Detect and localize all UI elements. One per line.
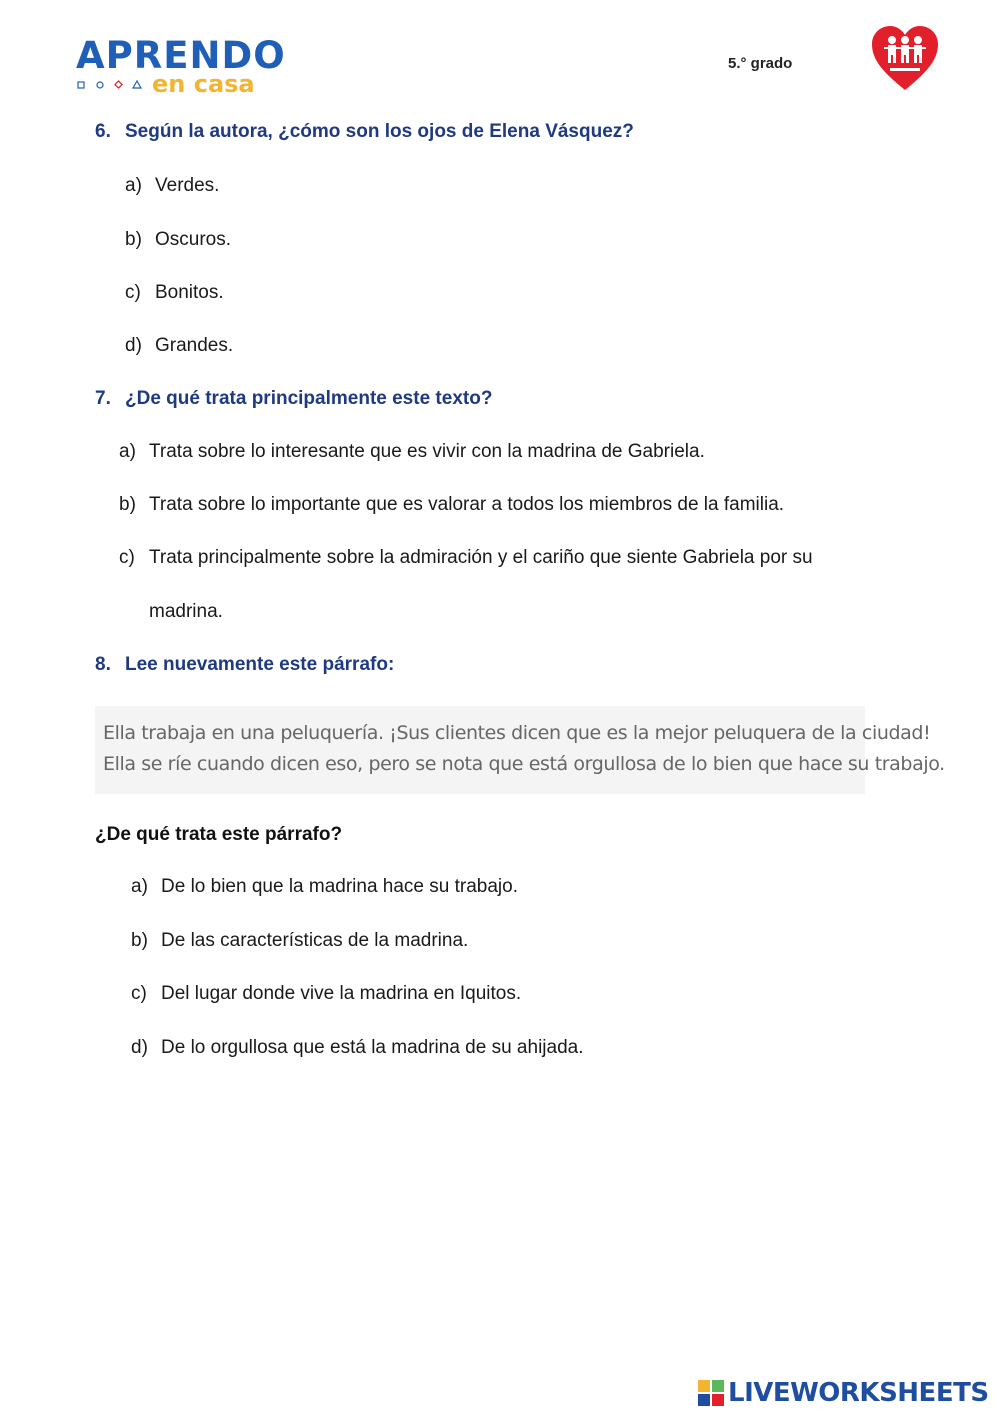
question-8-heading [95,654,394,676]
question-number: 8. [95,654,111,675]
option-6c[interactable] [125,282,224,304]
option-7c-continuation: madrina. [149,601,223,622]
option-6b[interactable] [125,229,231,251]
option-label: c) [131,983,147,1004]
question-text: Según la autora, ¿cómo son los ojos de Elena Vásquez? [125,121,634,142]
question-6-heading [95,121,634,143]
option-8d[interactable] [131,1037,584,1059]
option-label: b) [119,494,136,515]
option-label: c) [119,547,135,568]
option-text: Grandes. [155,335,234,356]
option-text: Bonitos. [155,282,224,303]
option-7c[interactable] [119,547,813,569]
option-8a[interactable] [131,876,518,898]
option-label: a) [131,876,148,897]
option-text: Verdes. [155,175,220,196]
option-label: a) [125,175,142,196]
question-7-heading [95,388,492,410]
liveworksheets-logo [698,1375,989,1411]
option-7a[interactable] [119,441,705,463]
option-8c[interactable] [131,983,521,1005]
option-text: De lo bien que la madrina hace su trabajo. [161,876,519,897]
option-6d[interactable] [125,335,233,357]
subquestion: ¿De qué trata este párrafo? [95,824,343,845]
option-text: De lo orgullosa que está la madrina de su ahijada. [161,1037,584,1058]
question-text: ¿De qué trata principalmente este texto? [125,388,493,409]
option-label: d) [125,335,142,356]
option-6a[interactable] [125,175,219,197]
option-label: c) [125,282,141,303]
option-text: Trata sobre lo importante que es valorar a todos los miembros de la familia. [149,494,785,515]
quoted-paragraph [95,706,945,794]
liveworksheets-icon [698,1380,724,1406]
question-text: Lee nuevamente este párrafo: [125,654,395,675]
question-number: 6. [95,121,111,142]
option-label: a) [119,441,136,462]
question-number: 7. [95,388,111,409]
quote-line: Ella se ríe cuando dicen eso, pero se nota que está orgullosa de lo bien que hace su trabajo. [103,753,945,775]
logo-en-casa: en casa [152,70,255,98]
option-label: b) [131,930,148,951]
option-text: Trata principalmente sobre la admiración y el cariño que siente Gabriela por su [149,547,813,568]
option-8b[interactable] [131,930,468,952]
option-text: De las características de la madrina. [161,930,469,951]
option-text: Oscuros. [155,229,232,250]
logo-aprendo: APRENDO [76,34,286,77]
option-7b[interactable] [119,494,784,516]
quote-line: Ella trabaja en una peluquería. ¡Sus clientes dicen que es la mejor peluquera de la ciudad! [103,722,931,744]
option-label: b) [125,229,142,250]
fe-y-alegria-heart-icon [870,24,940,94]
option-text: Del lugar donde vive la madrina en Iquitos. [161,983,522,1004]
liveworksheets-text: LIVEWORKSHEETS [728,1378,989,1408]
logo-shapes-icon [77,79,147,91]
option-text: Trata sobre lo interesante que es vivir con la madrina de Gabriela. [149,441,705,462]
option-label: d) [131,1037,148,1058]
grade-label: 5.° grado [728,55,793,72]
